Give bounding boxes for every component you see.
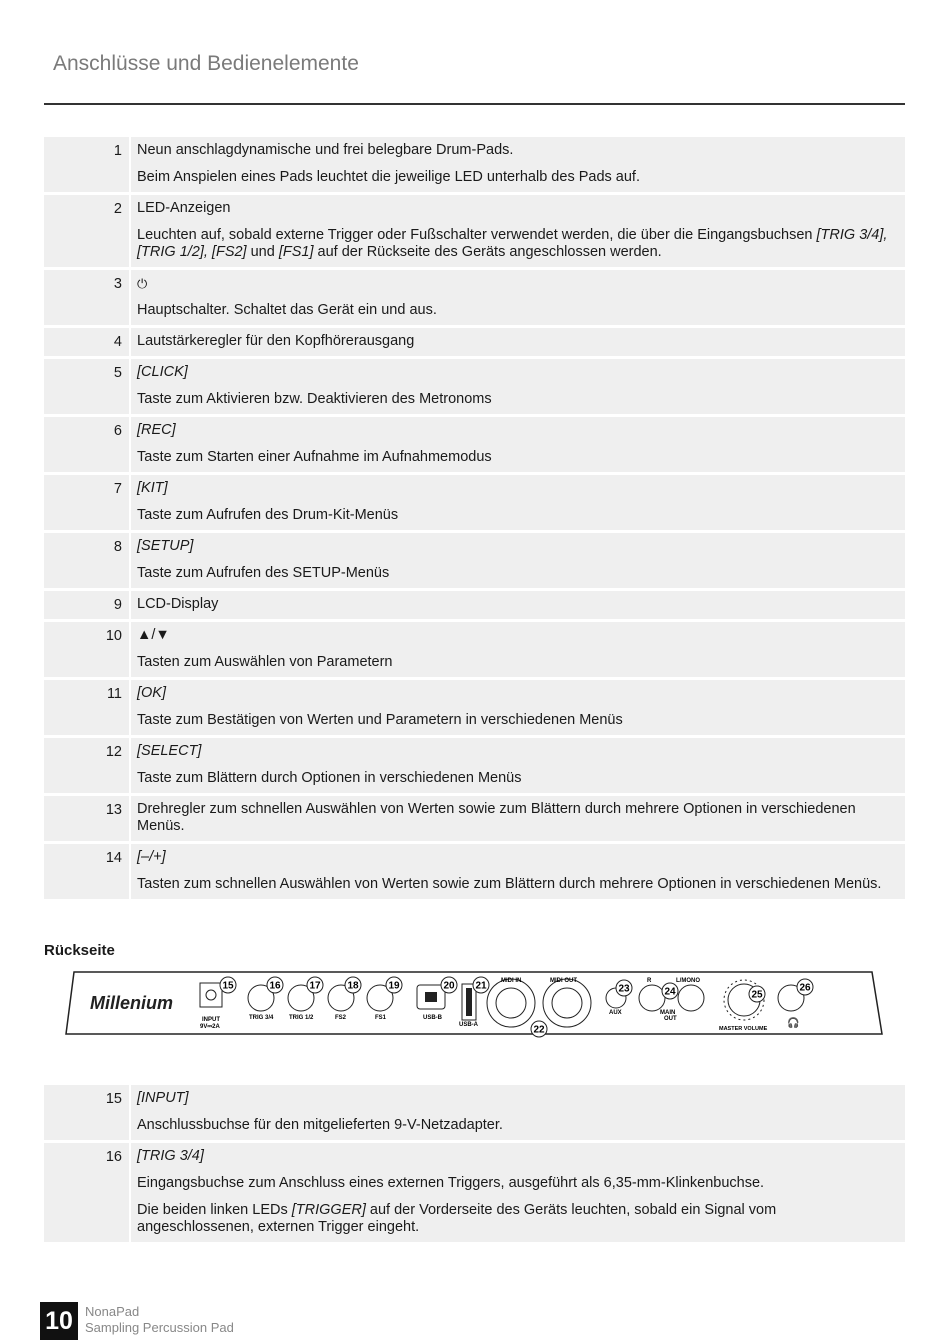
table-row [44, 328, 905, 356]
row-title: [CLICK] [137, 364, 188, 380]
text-run: auf der Vorderseite des Geräts leuchten, sobald ein Signal vom angeschlossenen, externen Trigger eingeht. [137, 1202, 777, 1235]
label-usba: USB-A [459, 1022, 478, 1028]
table-row [44, 622, 905, 677]
table-row [44, 1085, 905, 1140]
row-description [131, 359, 905, 414]
header-rule [44, 103, 905, 105]
row-description [131, 738, 905, 793]
table-row [44, 796, 905, 841]
row-number: 5 [44, 359, 129, 414]
footer-subtitle: Sampling Percussion Pad [85, 1320, 234, 1335]
row-number: 16 [44, 1143, 129, 1242]
row-title: Drehregler zum schnellen Auswählen von Werten sowie zum Blättern durch mehrere Optionen in verschiedenen Menüs. [137, 801, 856, 834]
label-aux: AUX [609, 1010, 622, 1016]
row-number: 3 [44, 270, 129, 325]
table-row [44, 195, 905, 267]
row-description [131, 622, 905, 677]
table-row [44, 475, 905, 530]
front-controls-table [44, 137, 905, 902]
table-row [44, 738, 905, 793]
callout-number: 17 [309, 980, 321, 992]
row-description [131, 1143, 905, 1242]
label-r: R [647, 978, 652, 984]
row-title: [KIT] [137, 480, 168, 496]
up-down-arrows-icon: ▲/▼ [137, 627, 170, 643]
label-fs1: FS1 [375, 1015, 387, 1021]
row-number: 14 [44, 844, 129, 899]
row-title: Neun anschlagdynamische und frei belegbare Drum-Pads. [137, 142, 514, 158]
row-title: [TRIG 3/4] [137, 1148, 204, 1164]
callout-number: 23 [618, 983, 630, 995]
label-midi-in: MIDI IN [501, 978, 522, 984]
row-description [131, 796, 905, 841]
row-number: 2 [44, 195, 129, 267]
text-run: Die beiden linken LEDs [137, 1202, 292, 1218]
page-header-title: Anschlüsse und Bedienelemente [53, 52, 359, 75]
row-title: [SETUP] [137, 538, 194, 554]
text-run: [FS1] [278, 244, 314, 260]
table-row [44, 417, 905, 472]
callout-number: 21 [475, 980, 487, 992]
usb-b-socket [425, 992, 437, 1002]
row-detail: Taste zum Aufrufen des SETUP-Menüs [137, 565, 390, 581]
row-title: Lautstärkeregler für den Kopfhörerausgang [137, 333, 415, 349]
row-description [131, 844, 905, 899]
row-number: 13 [44, 796, 129, 841]
label-master-volume: MASTER VOLUME [719, 1026, 768, 1032]
row-description [131, 591, 905, 619]
row-title: [REC] [137, 422, 176, 438]
label-main: MAIN [660, 1010, 676, 1016]
row-number: 9 [44, 591, 129, 619]
table-row [44, 591, 905, 619]
row-detail: Taste zum Aktivieren bzw. Deaktivieren des Metronoms [137, 391, 492, 407]
callout-number: 24 [664, 986, 676, 998]
row-title: [OK] [137, 685, 167, 701]
row-description [131, 270, 905, 325]
text-run: Leuchten auf, sobald externe Trigger oder Fußschalter verwendet werden, die über die Eingangsbuchsen [137, 227, 817, 243]
label-out: OUT [664, 1016, 677, 1022]
row-title: LCD-Display [137, 596, 219, 612]
row-detail: Tasten zum Auswählen von Parametern [137, 654, 393, 670]
midi-in-port [487, 979, 535, 1027]
row-detail: Anschlussbuchse für den mitgelieferten 9-V-Netzadapter. [137, 1117, 503, 1133]
page-number: 10 [40, 1302, 78, 1340]
table-row [44, 137, 905, 192]
row-detail: Taste zum Blättern durch Optionen in verschiedenen Menüs [137, 770, 522, 786]
callout-number: 19 [388, 980, 400, 992]
row-description [131, 328, 905, 356]
callout-number: 20 [443, 980, 455, 992]
row-number: 4 [44, 328, 129, 356]
label-fs2: FS2 [335, 1015, 347, 1021]
callout-number: 25 [751, 989, 763, 1001]
row-description [131, 680, 905, 735]
row-description [131, 533, 905, 588]
row-detail: Tasten zum schnellen Auswählen von Werten sowie zum Blättern durch mehrere Optionen in verschiedenen Menüs. [137, 876, 882, 892]
section-title-rear: Rückseite [44, 942, 115, 959]
row-title: [SELECT] [137, 743, 202, 759]
label-midi-out: MIDI OUT [550, 978, 577, 984]
callout-number: 16 [269, 980, 281, 992]
label-input: INPUT [202, 1017, 220, 1023]
row-number: 15 [44, 1085, 129, 1140]
label-trig34: TRIG 3/4 [249, 1015, 274, 1021]
text-run: [TRIGGER] [291, 1202, 366, 1218]
row-detail [137, 227, 897, 261]
table-row [44, 844, 905, 899]
row-detail: Beim Anspielen eines Pads leuchtet die jeweilige LED unterhalb des Pads auf. [137, 169, 640, 185]
footer-product: NonaPad [85, 1304, 140, 1319]
table-row [44, 1143, 905, 1242]
table-row [44, 270, 905, 325]
rear-panel-illustration [64, 968, 886, 1040]
label-trig12: TRIG 1/2 [289, 1015, 314, 1021]
row-detail: Eingangsbuchse zum Anschluss eines externen Triggers, ausgeführt als 6,35-mm-Klinkenbuchse. [137, 1175, 765, 1191]
row-title: [INPUT] [137, 1090, 189, 1106]
callout-number: 22 [533, 1024, 545, 1036]
usb-a-socket [466, 988, 472, 1016]
text-run: [TRIG 3/4], [TRIG 1/2], [FS2] [137, 227, 888, 260]
row-description [131, 475, 905, 530]
row-number: 1 [44, 137, 129, 192]
brand-logo: Millenium [90, 993, 174, 1013]
rear-connections-table [44, 1085, 905, 1245]
row-title: LED-Anzeigen [137, 200, 231, 216]
headphone-icon: 🎧 [787, 1018, 800, 1029]
row-number: 6 [44, 417, 129, 472]
row-detail: Taste zum Starten einer Aufnahme im Aufnahmemodus [137, 449, 492, 465]
main-out-l-jack [678, 985, 704, 1011]
label-input-volt: 9V⎓2A [200, 1024, 220, 1030]
row-number: 8 [44, 533, 129, 588]
callout-number: 15 [222, 980, 234, 992]
row-number: 10 [44, 622, 129, 677]
row-description [131, 137, 905, 192]
row-detail: Hauptschalter. Schaltet das Gerät ein und aus. [137, 302, 437, 318]
label-lmono: L/MONO [676, 978, 700, 984]
table-row [44, 359, 905, 414]
callout-number: 26 [799, 982, 811, 994]
row-detail: Taste zum Aufrufen des Drum-Kit-Menüs [137, 507, 399, 523]
row-title: [–/+] [137, 849, 166, 865]
row-number: 11 [44, 680, 129, 735]
text-run: und [246, 244, 279, 260]
label-usbb: USB-B [423, 1015, 442, 1021]
row-description [131, 417, 905, 472]
midi-out-port [543, 979, 591, 1027]
main-out-r-jack [639, 985, 665, 1011]
row-number: 7 [44, 475, 129, 530]
row-detail [137, 1202, 897, 1236]
text-run: auf der Rückseite des Geräts angeschlossen werden. [313, 244, 662, 260]
table-row [44, 680, 905, 735]
power-icon: ⏻ [137, 276, 148, 291]
row-description [131, 195, 905, 267]
table-row [44, 533, 905, 588]
row-description [131, 1085, 905, 1140]
row-detail: Taste zum Bestätigen von Werten und Parametern in verschiedenen Menüs [137, 712, 623, 728]
power-input-jack [200, 983, 222, 1007]
row-number: 12 [44, 738, 129, 793]
callout-number: 18 [347, 980, 359, 992]
